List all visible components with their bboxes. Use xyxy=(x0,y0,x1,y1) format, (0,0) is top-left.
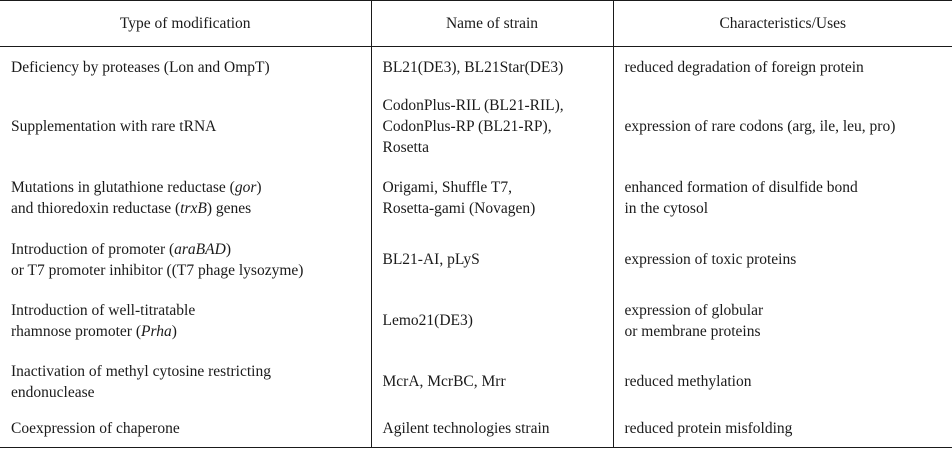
cell-text: Agilent technologies strain xyxy=(382,420,550,438)
table-row xyxy=(0,165,952,231)
cell-text: Supplementation with rare tRNA xyxy=(11,118,217,135)
strain-cell xyxy=(371,47,613,89)
table-row xyxy=(0,89,952,165)
text-fragment: ) xyxy=(225,240,231,258)
gene-name-italic: trxB xyxy=(180,199,207,217)
cell-text: Inactivation of methyl cytosine restricting xyxy=(11,362,271,380)
table-header-row xyxy=(0,1,952,47)
strain-cell xyxy=(371,89,613,165)
gene-name-italic: gor xyxy=(234,178,257,196)
strain-cell xyxy=(371,289,613,353)
text-fragment: Introduction of promoter ( xyxy=(11,240,175,258)
table-row xyxy=(0,289,952,353)
text-fragment: ) genes xyxy=(206,199,252,217)
cell-text: expression of toxic proteins xyxy=(624,251,797,268)
cell-text: Rosetta-gami (Novagen) xyxy=(382,199,536,217)
modification-cell xyxy=(0,165,371,231)
text-fragment: ) xyxy=(256,178,262,196)
uses-cell xyxy=(613,353,952,411)
table-row xyxy=(0,353,952,411)
table-row xyxy=(0,231,952,289)
cell-text: Deficiency by proteases (Lon and OmpT) xyxy=(11,59,270,77)
table-row xyxy=(0,47,952,89)
cell-text: expression of globular xyxy=(624,301,764,319)
cell-text: enhanced formation of disulfide bond xyxy=(624,178,858,196)
header-characteristics-uses: Characteristics/Uses xyxy=(613,1,952,47)
strain-cell xyxy=(371,411,613,448)
text-fragment: Mutations in glutathione reductase ( xyxy=(11,178,235,196)
strain-cell xyxy=(371,231,613,289)
cell-text: endonuclease xyxy=(11,383,95,401)
cell-text: McrA, McrBC, Mrr xyxy=(382,373,506,390)
text-fragment: rhamnose promoter ( xyxy=(11,322,141,340)
cell-text: reduced methylation xyxy=(624,373,752,390)
cell-text: Origami, Shuffle T7, xyxy=(382,178,512,196)
uses-cell xyxy=(613,231,952,289)
cell-text-line xyxy=(11,177,371,198)
uses-cell xyxy=(613,289,952,353)
uses-cell xyxy=(613,165,952,231)
cell-text: CodonPlus-RP (BL21-RP), xyxy=(382,118,552,135)
gene-name-italic: araBAD xyxy=(174,240,226,258)
cell-text: Introduction of well-titratable xyxy=(11,301,196,319)
cell-text: or membrane proteins xyxy=(624,322,761,340)
cell-text-line xyxy=(11,198,371,219)
cell-text: CodonPlus-RIL (BL21-RIL), xyxy=(382,97,564,114)
cell-text: Coexpression of chaperone xyxy=(11,420,180,438)
modification-cell xyxy=(0,289,371,353)
uses-cell xyxy=(613,47,952,89)
uses-cell xyxy=(613,411,952,448)
modification-cell xyxy=(0,47,371,89)
cell-text: reduced protein misfolding xyxy=(624,420,793,438)
cell-text: Rosetta xyxy=(382,139,429,156)
modification-cell xyxy=(0,353,371,411)
cell-text: BL21(DE3), BL21Star(DE3) xyxy=(382,59,564,77)
strain-cell xyxy=(371,165,613,231)
cell-text: Lemo21(DE3) xyxy=(382,312,473,329)
cell-text: BL21-AI, pLyS xyxy=(382,251,480,268)
cell-text: in the cytosol xyxy=(624,199,709,217)
cell-text: or T7 promoter inhibitor ((T7 phage lysozyme) xyxy=(11,261,304,279)
uses-cell xyxy=(613,89,952,165)
cell-text: reduced degradation of foreign protein xyxy=(624,59,864,77)
modification-cell xyxy=(0,411,371,448)
cell-text: expression of rare codons (arg, ile, leu, pro) xyxy=(624,118,896,135)
table-row xyxy=(0,411,952,448)
header-name-of-strain: Name of strain xyxy=(371,1,613,47)
modification-cell xyxy=(0,89,371,165)
cell-text-line xyxy=(11,239,371,260)
text-fragment: and thioredoxin reductase ( xyxy=(11,199,181,217)
promoter-name-italic: Prha xyxy=(141,322,172,340)
cell-text-line xyxy=(11,321,371,342)
modification-cell xyxy=(0,231,371,289)
text-fragment: ) xyxy=(171,322,177,340)
strain-cell xyxy=(371,353,613,411)
header-type-of-modification: Type of modification xyxy=(0,1,371,47)
